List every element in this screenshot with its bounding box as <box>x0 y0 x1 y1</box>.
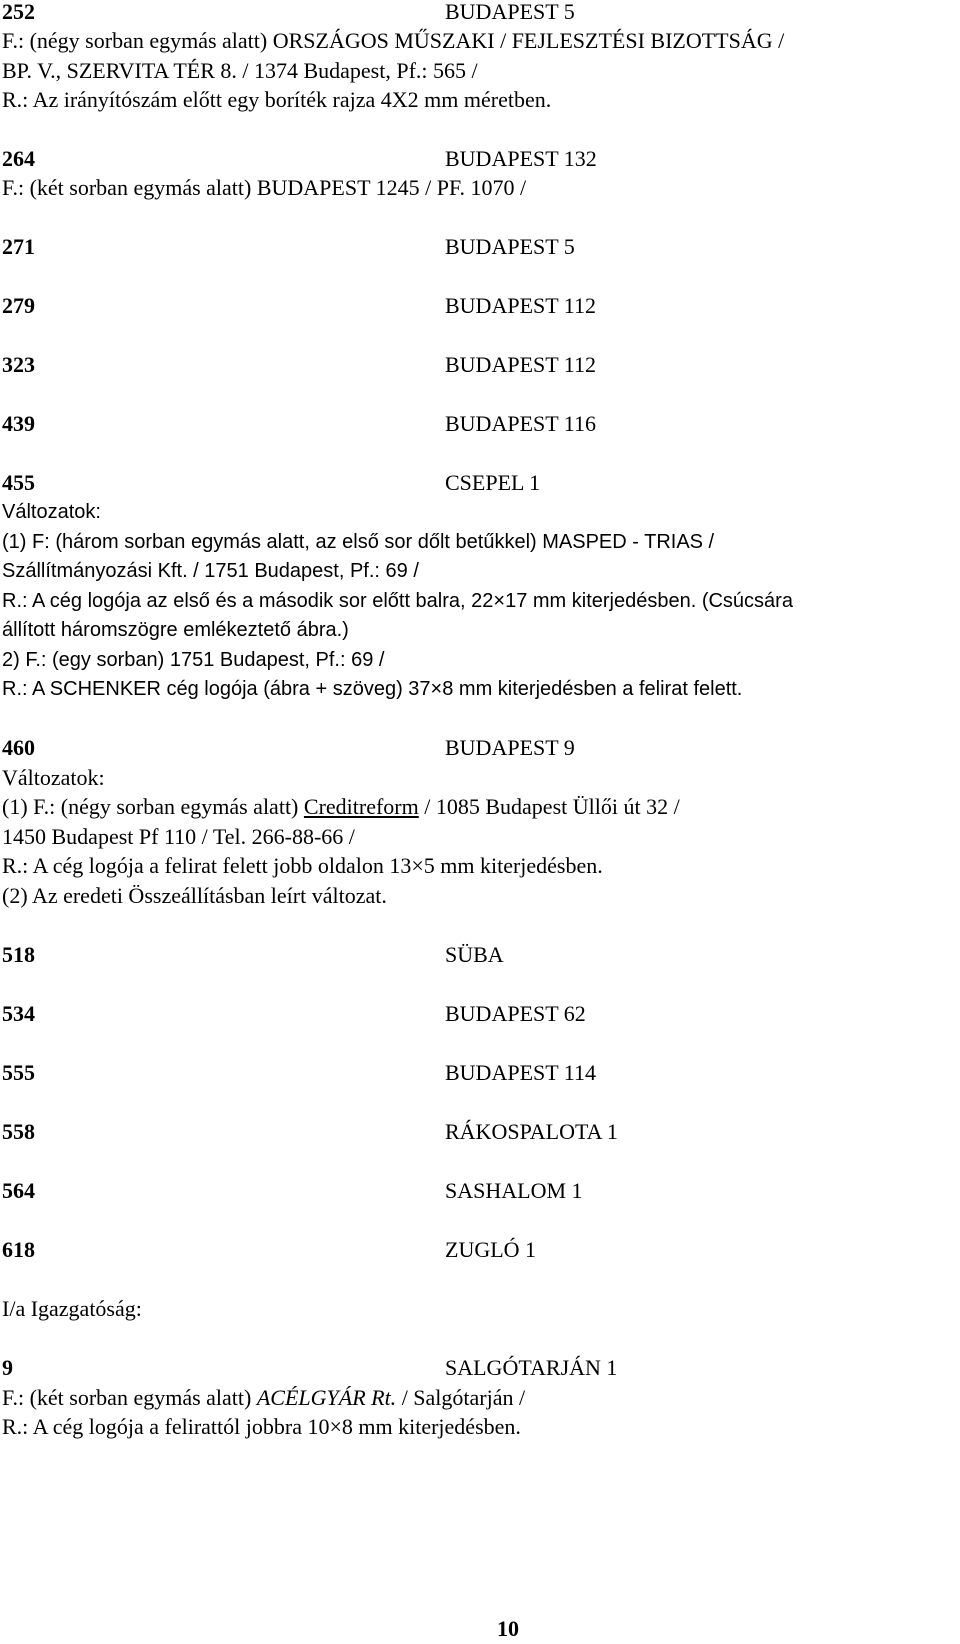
entry-line: állított háromszögre emlékeztető ábra.) <box>2 619 349 641</box>
entry-place: SALGÓTARJÁN 1 <box>445 1355 618 1380</box>
entry-line <box>2 1383 525 1413</box>
entry-number: 555 <box>2 1060 35 1085</box>
entry-place: BUDAPEST 116 <box>445 411 596 436</box>
entry-header-555 <box>2 1058 902 1088</box>
entry-header-618 <box>2 1235 902 1265</box>
entry-header-9 <box>2 1353 902 1383</box>
entry-number: 252 <box>2 0 35 24</box>
entry-place: BUDAPEST 5 <box>445 0 575 24</box>
entry-number: 264 <box>2 146 35 171</box>
entry-header-439 <box>2 409 902 439</box>
entry-header-323 <box>2 350 902 380</box>
entry-place: BUDAPEST 114 <box>445 1060 596 1085</box>
entry-place: BUDAPEST 112 <box>445 293 596 318</box>
entry-header-518 <box>2 940 902 970</box>
entry-number: 564 <box>2 1178 35 1203</box>
entry-number: 9 <box>2 1355 13 1380</box>
entry-place: BUDAPEST 62 <box>445 1001 586 1026</box>
entry-line: R.: Az irányítószám előtt egy boríték rajza 4X2 mm méretben. <box>2 87 552 112</box>
line-suffix: / Salgótarján / <box>396 1385 526 1410</box>
entry-line <box>2 792 680 822</box>
entry-place: SASHALOM 1 <box>445 1178 583 1203</box>
entry-number: 518 <box>2 942 35 967</box>
variant-prefix: (1) F.: (négy sorban egymás alatt) <box>2 794 304 819</box>
entry-line: 2) F.: (egy sorban) 1751 Budapest, Pf.: 69 / <box>2 649 385 671</box>
entry-line: (1) F: (három sorban egymás alatt, az első sor dőlt betűkkel) MASPED - TRIAS / <box>2 531 715 553</box>
entry-header-564 <box>2 1176 902 1206</box>
variants-label: Változatok: <box>2 765 105 790</box>
line-prefix: F.: (két sorban egymás alatt) <box>2 1385 257 1410</box>
company-name: ACÉLGYÁR Rt. <box>256 1385 397 1410</box>
entry-place: RÁKOSPALOTA 1 <box>445 1119 618 1144</box>
entry-number: 455 <box>2 470 35 495</box>
entry-line: 1450 Budapest Pf 110 / Tel. 266-88-66 / <box>2 824 355 849</box>
entry-header-279 <box>2 291 902 321</box>
entry-header-252 <box>2 0 902 27</box>
entry-number: 323 <box>2 352 35 377</box>
entry-number: 534 <box>2 1001 35 1026</box>
entry-number: 460 <box>2 735 35 760</box>
entry-number: 439 <box>2 411 35 436</box>
entry-place: BUDAPEST 9 <box>445 735 575 760</box>
entry-header-558 <box>2 1117 902 1147</box>
entry-line: F.: (két sorban egymás alatt) BUDAPEST 1245 / PF. 1070 / <box>2 175 527 200</box>
entry-line: Szállítmányozási Kft. / 1751 Budapest, Pf.: 69 / <box>2 560 419 582</box>
entry-number: 271 <box>2 234 35 259</box>
entry-place: BUDAPEST 112 <box>445 352 596 377</box>
entry-header-264 <box>2 144 902 174</box>
variant-suffix: / 1085 Budapest Üllői út 32 / <box>418 794 680 819</box>
entry-number: 618 <box>2 1237 35 1262</box>
entry-place: SÜBA <box>445 942 504 967</box>
entry-header-460 <box>2 733 902 763</box>
company-name: Creditreform <box>303 794 419 819</box>
entry-line: F.: (négy sorban egymás alatt) ORSZÁGOS MŰSZAKI / FEJLESZTÉSI BIZOTTSÁG / <box>2 28 785 53</box>
entry-header-534 <box>2 999 902 1029</box>
entry-place: BUDAPEST 132 <box>445 146 597 171</box>
entry-place: CSEPEL 1 <box>445 470 541 495</box>
entry-header-271 <box>2 232 902 262</box>
entry-line: R.: A cég logója a felirattól jobbra 10×8 mm kiterjedésben. <box>2 1414 521 1439</box>
page-number: 10 <box>497 1616 519 1641</box>
entry-header-455 <box>2 468 902 498</box>
entry-line: R.: A cég logója a felirat felett jobb oldalon 13×5 mm kiterjedésben. <box>2 853 603 878</box>
section-heading: I/a Igazgatóság: <box>2 1296 142 1321</box>
variants-label: Változatok: <box>2 501 101 523</box>
entry-place: ZUGLÓ 1 <box>445 1237 537 1262</box>
entry-number: 558 <box>2 1119 35 1144</box>
entry-line: R.: A cég logója az első és a második sor előtt balra, 22×17 mm kiterjedésben. (Csúcsára <box>2 590 793 612</box>
entry-number: 279 <box>2 293 35 318</box>
entry-line: BP. V., SZERVITA TÉR 8. / 1374 Budapest, Pf.: 565 / <box>2 58 478 83</box>
entry-line: R.: A SCHENKER cég logója (ábra + szöveg) 37×8 mm kiterjedésben a felirat felett. <box>2 678 743 700</box>
entry-line: (2) Az eredeti Összeállításban leírt változat. <box>2 883 387 908</box>
entry-place: BUDAPEST 5 <box>445 234 575 259</box>
